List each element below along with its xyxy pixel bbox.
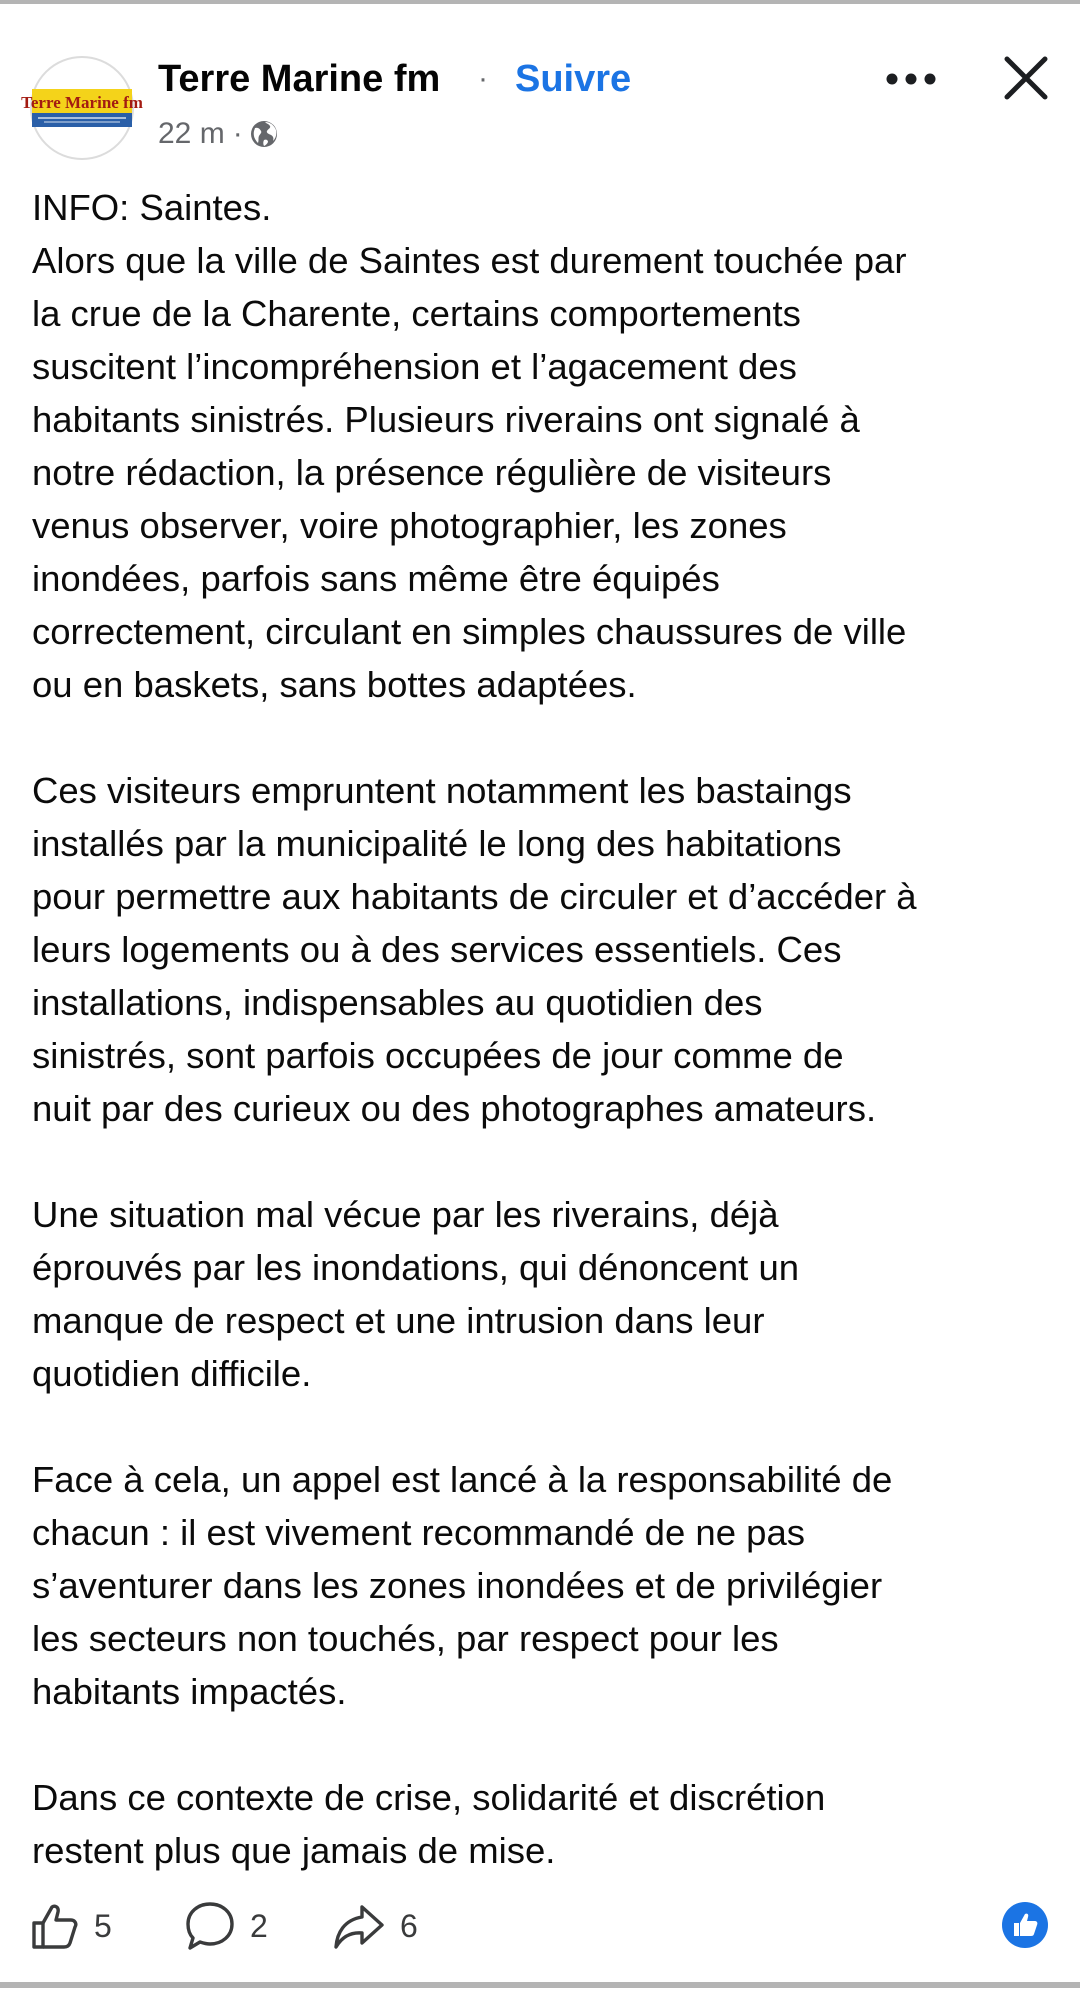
share-button[interactable]: [332, 1896, 418, 1956]
text-line: notre rédaction, la présence régulière de visiteurs: [32, 452, 832, 493]
text-line: sinistrés, sont parfois occupées de jour comme de: [32, 1035, 844, 1076]
text-line: quotidien difficile.: [32, 1353, 312, 1394]
text-line: venus observer, voire photographier, les zones: [32, 505, 787, 546]
text-line: leurs logements ou à des services essentiels. Ces: [32, 929, 842, 970]
share-count: 6: [400, 1907, 418, 1944]
post-timestamp[interactable]: 22 m: [158, 117, 225, 150]
text-line: nuit par des curieux ou des photographes amateurs.: [32, 1088, 877, 1129]
page-name[interactable]: Terre Marine fm: [158, 58, 441, 100]
post-meta: [158, 112, 279, 156]
text-line: inondées, parfois sans même être équipés: [32, 558, 720, 599]
text-line: correctement, circulant en simples chaussures de ville: [32, 611, 907, 652]
share-arrow-icon: [332, 1901, 386, 1951]
comment-button[interactable]: [184, 1896, 268, 1956]
text-line: habitants impactés.: [32, 1671, 347, 1712]
text-line: s’aventurer dans les zones inondées et de privilégier: [32, 1565, 883, 1606]
post-paragraph: [32, 764, 1062, 1135]
like-button[interactable]: [30, 1896, 112, 1956]
close-icon: [1002, 54, 1050, 102]
post-text: [32, 181, 1062, 1877]
follow-button[interactable]: Suivre: [515, 58, 632, 100]
logo-text: Terre Marine fm: [21, 93, 143, 112]
text-line: installations, indispensables au quotidien des: [32, 982, 763, 1023]
text-line: éprouvés par les inondations, qui dénoncent un: [32, 1247, 800, 1288]
text-line: manque de respect et une intrusion dans leur: [32, 1300, 765, 1341]
text-line: restent plus que jamais de mise.: [32, 1830, 556, 1871]
post-paragraph: [32, 1453, 1062, 1718]
close-button[interactable]: [998, 50, 1054, 106]
comment-bubble-icon: [184, 1900, 236, 1952]
text-line: Alors que la ville de Saintes est durement touchée par: [32, 240, 907, 281]
text-line: les secteurs non touchés, par respect pour les: [32, 1618, 779, 1659]
top-divider: [0, 0, 1080, 4]
more-dots-icon: [885, 72, 937, 86]
meta-separator: ·: [232, 117, 243, 150]
post-paragraph: [32, 181, 1062, 711]
page-avatar[interactable]: [21, 56, 143, 160]
thumbs-up-icon: [30, 1901, 80, 1951]
text-line: la crue de la Charente, certains comportements: [32, 293, 801, 334]
text-line: INFO: Saintes.: [32, 187, 272, 228]
text-line: chacun : il est vivement recommandé de ne pas: [32, 1512, 805, 1553]
like-reaction-icon: [1010, 1910, 1040, 1940]
text-line: Face à cela, un appel est lancé à la responsabilité de: [32, 1459, 893, 1500]
comment-count: 2: [250, 1907, 268, 1944]
text-line: installés par la municipalité le long des habitations: [32, 823, 842, 864]
post-paragraph: [32, 1188, 1062, 1400]
header-separator: ·: [478, 62, 488, 95]
post-paragraph: [32, 1771, 1062, 1877]
text-line: pour permettre aux habitants de circuler et d’accéder à: [32, 876, 917, 917]
text-line: Une situation mal vécue par les riverains, déjà: [32, 1194, 779, 1235]
text-line: Ces visiteurs empruntent notamment les bastaings: [32, 770, 852, 811]
terre-marine-logo: [21, 83, 143, 133]
bottom-divider: [0, 1982, 1080, 1988]
like-reaction-badge[interactable]: [1002, 1902, 1048, 1948]
post-actions: [30, 1896, 1050, 1956]
more-options-button[interactable]: [880, 58, 942, 100]
text-line: habitants sinistrés. Plusieurs riverains ont signalé à: [32, 399, 860, 440]
globe-icon: [249, 119, 279, 149]
text-line: ou en baskets, sans bottes adaptées.: [32, 664, 637, 705]
text-line: Dans ce contexte de crise, solidarité et discrétion: [32, 1777, 826, 1818]
text-line: suscitent l’incompréhension et l’agacement des: [32, 346, 797, 387]
like-count: 5: [94, 1907, 112, 1944]
